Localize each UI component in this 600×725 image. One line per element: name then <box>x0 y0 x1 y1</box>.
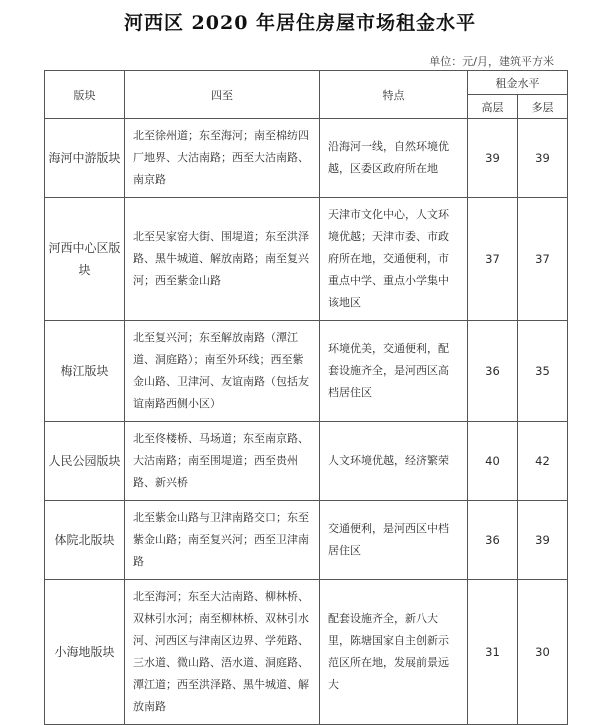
header-features: 特点 <box>320 71 468 119</box>
block-bounds: 北至吴家窑大街、围堤道；东至洪泽路、黑牛城道、解放南路；南至复兴河；西至紫金山路 <box>125 198 320 321</box>
header-multi-story: 多层 <box>518 95 568 119</box>
block-name: 河西中心区版块 <box>45 198 125 321</box>
table-row <box>45 198 568 321</box>
block-bounds: 北至佟楼桥、马场道；东至南京路、大沽南路；南至围堤道；西至贵州路、新兴桥 <box>125 422 320 501</box>
header-high-rise: 高层 <box>468 95 518 119</box>
block-bounds: 北至复兴河；东至解放南路（潭江道、洞庭路）；南至外环线；西至紫金山路、卫津河、友谊南路（包括友谊南路西侧小区） <box>125 321 320 422</box>
rent-high-rise: 36 <box>468 501 518 580</box>
rent-high-rise: 37 <box>468 198 518 321</box>
rent-multi-story: 39 <box>518 119 568 198</box>
header-bounds: 四至 <box>125 71 320 119</box>
block-bounds: 北至紫金山路与卫津南路交口；东至紫金山路；南至复兴河；西至卫津南路 <box>125 501 320 580</box>
block-name: 梅江版块 <box>45 321 125 422</box>
block-features: 环境优美，交通便利，配套设施齐全，是河西区高档居住区 <box>320 321 468 422</box>
rent-high-rise: 40 <box>468 422 518 501</box>
rent-multi-story: 37 <box>518 198 568 321</box>
block-name: 体院北版块 <box>45 501 125 580</box>
rent-multi-story: 30 <box>518 580 568 725</box>
block-features: 沿海河一线，自然环境优越，区委区政府所在地 <box>320 119 468 198</box>
rent-high-rise: 36 <box>468 321 518 422</box>
block-bounds: 北至海河；东至大沽南路、柳林桥、双林引水河；南至柳林桥、双林引水河、河西区与津南区边界、学苑路、三水道、微山路、浯水道、洞庭路、潭江道；西至洪泽路、黑牛城道、解放南路 <box>125 580 320 725</box>
table-row <box>45 119 568 198</box>
rent-multi-story: 35 <box>518 321 568 422</box>
header-block: 版块 <box>45 71 125 119</box>
block-features: 人文环境优越，经济繁荣 <box>320 422 468 501</box>
rent-high-rise: 39 <box>468 119 518 198</box>
unit-note: 单位：元/月，建筑平方米 <box>429 55 554 68</box>
table-row <box>45 321 568 422</box>
header-rent-level: 租金水平 <box>468 71 568 95</box>
rent-high-rise: 31 <box>468 580 518 725</box>
block-name: 小海地版块 <box>45 580 125 725</box>
block-name: 海河中游版块 <box>45 119 125 198</box>
table-row <box>45 422 568 501</box>
page-title: 河西区 2020 年居住房屋市场租金水平 <box>123 12 477 34</box>
rent-table <box>44 70 568 725</box>
header-row <box>45 71 568 95</box>
rent-multi-story: 42 <box>518 422 568 501</box>
block-bounds: 北至徐州道；东至海河；南至棉纺四厂地界、大沽南路；西至大沽南路、南京路 <box>125 119 320 198</box>
rent-multi-story: 39 <box>518 501 568 580</box>
table-row <box>45 501 568 580</box>
block-name: 人民公园版块 <box>45 422 125 501</box>
block-features: 配套设施齐全，新八大里，陈塘国家自主创新示范区所在地，发展前景远大 <box>320 580 468 725</box>
block-features: 天津市文化中心，人文环境优越；天津市委、市政府所在地，交通便利，市重点中学、重点小学集中该地区 <box>320 198 468 321</box>
block-features: 交通便利，是河西区中档居住区 <box>320 501 468 580</box>
